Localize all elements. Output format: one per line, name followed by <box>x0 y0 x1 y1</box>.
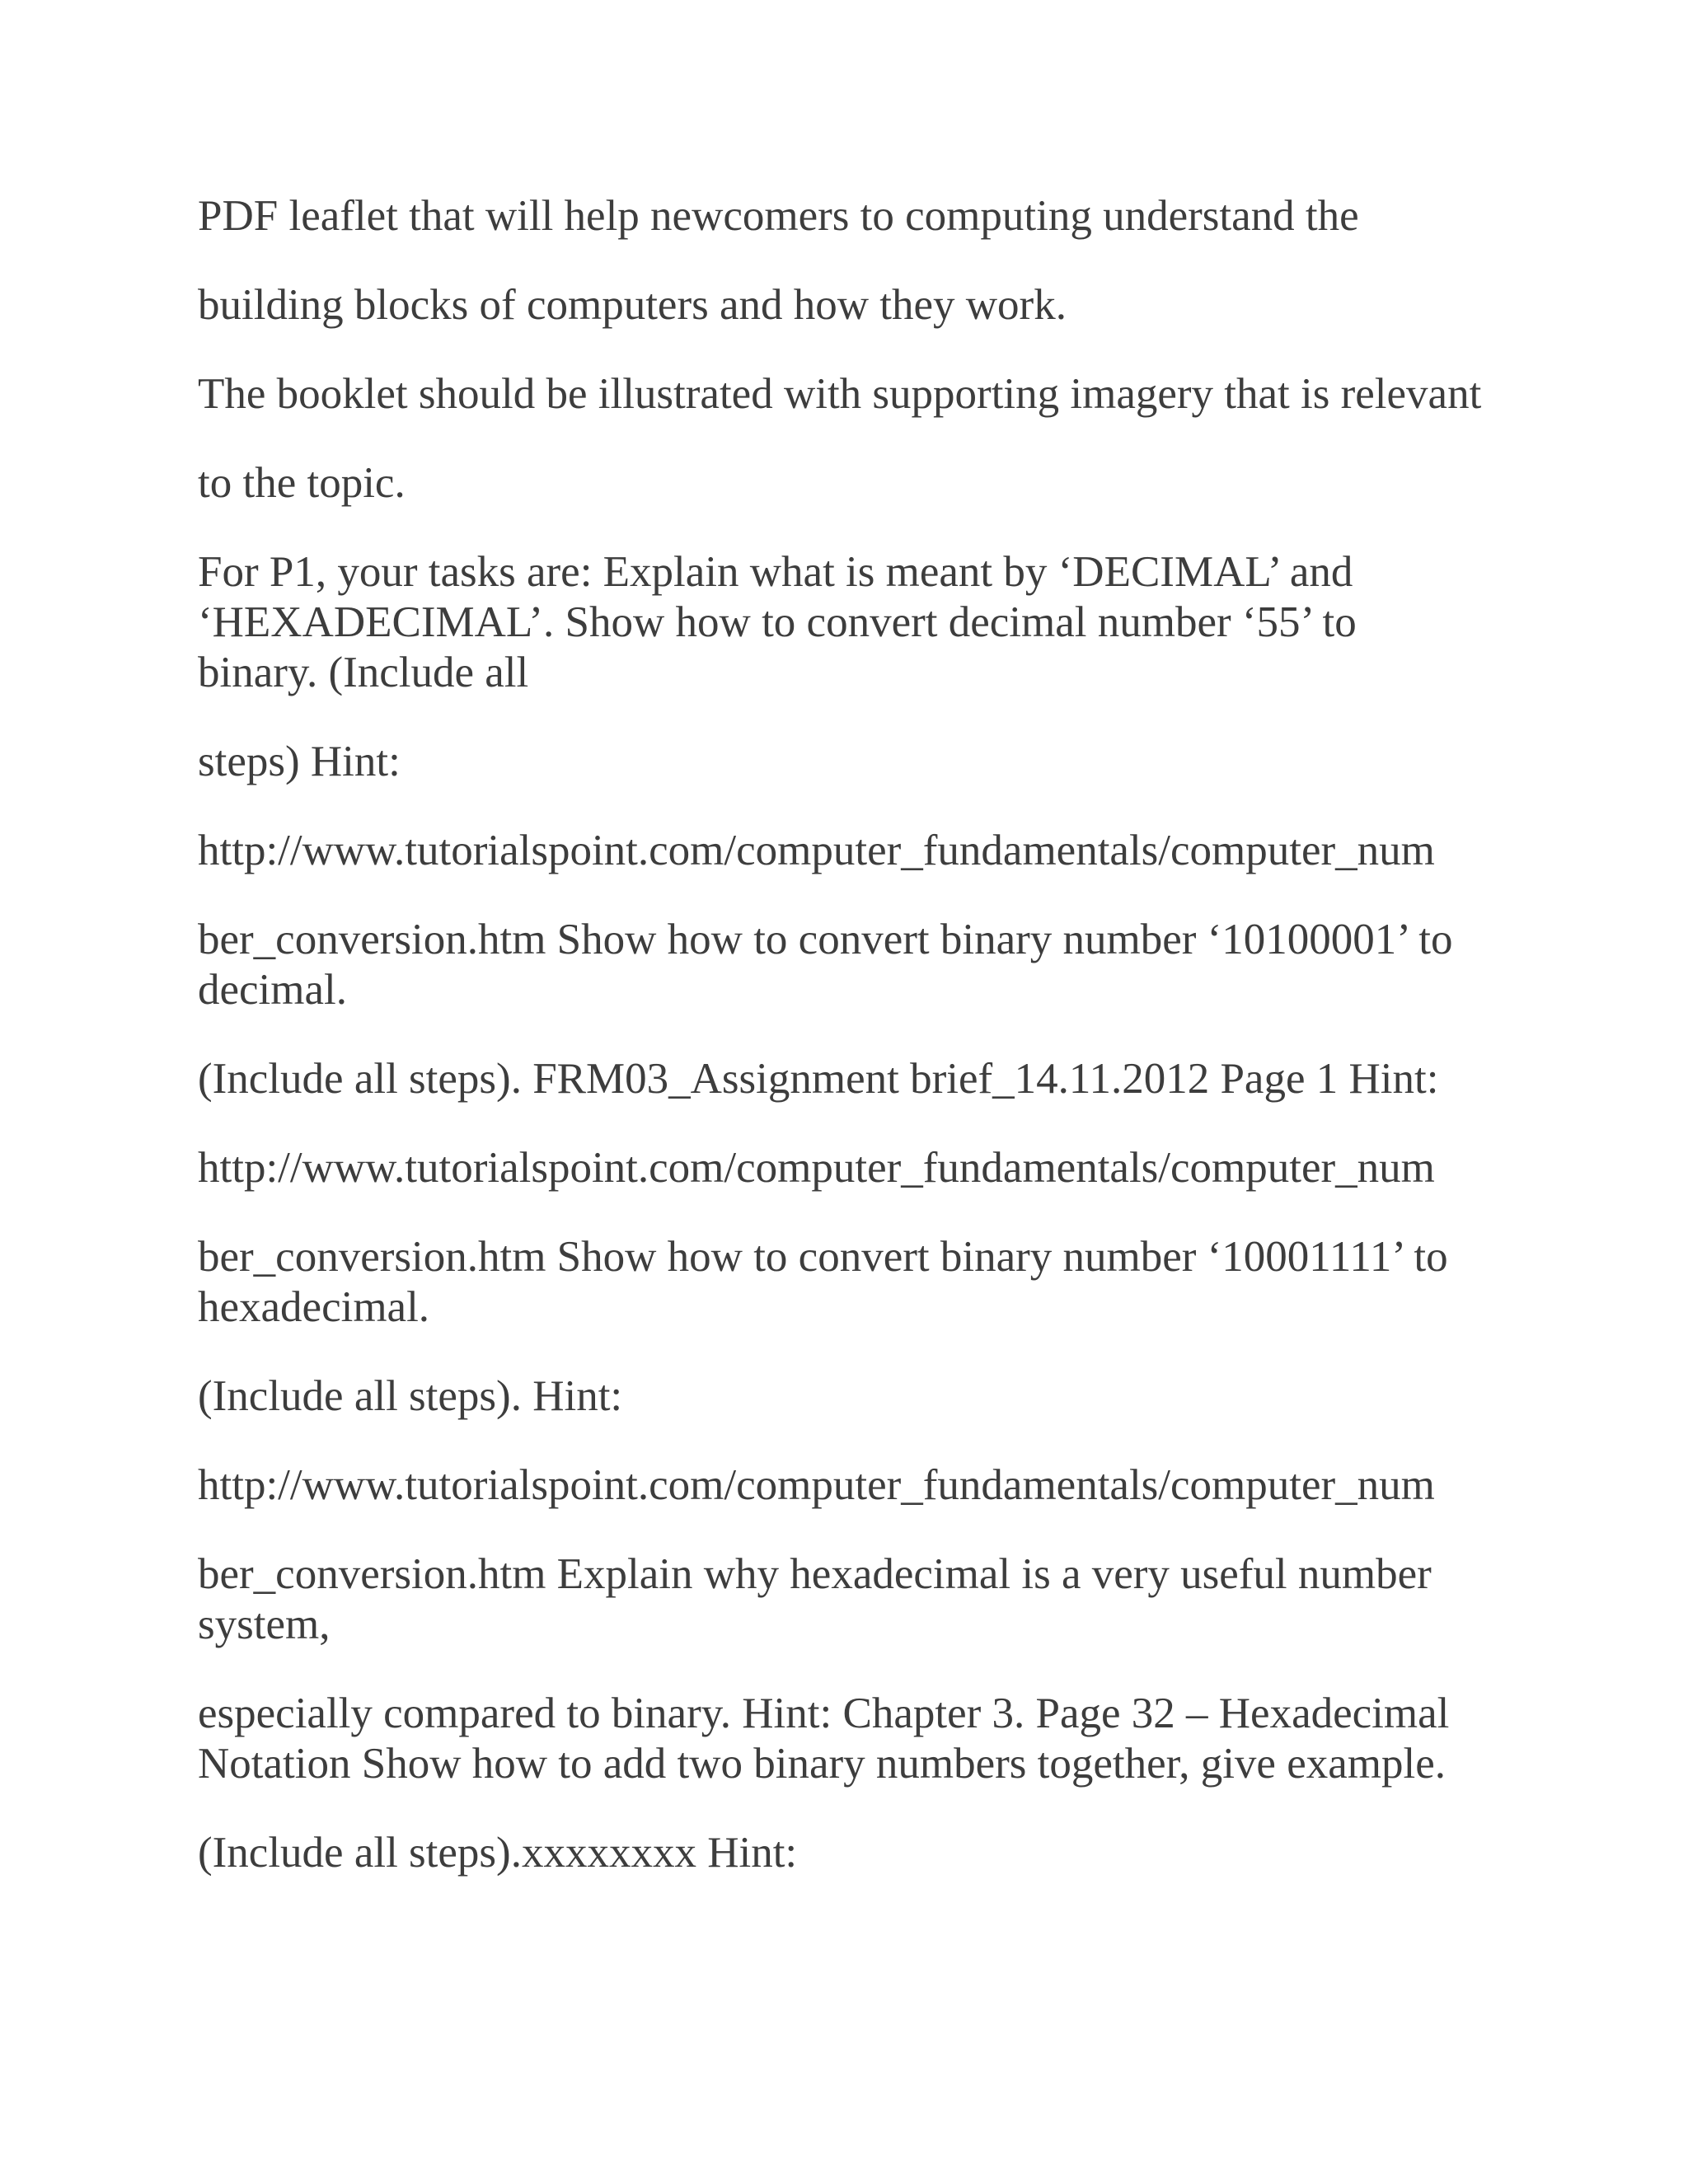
paragraph-2: building blocks of computers and how they work. <box>198 281 1067 329</box>
paragraph-1: PDF leaflet that will help newcomers to computing understand the <box>198 192 1359 240</box>
paragraph-4: to the topic. <box>198 459 406 507</box>
paragraph-14: ber_conversion.htm Explain why hexadecimal is a very useful number system, <box>198 1550 1432 1648</box>
paragraph-8: ber_conversion.htm Show how to convert binary number ‘10100001’ to decimal. <box>198 916 1453 1014</box>
paragraph-9: (Include all steps). FRM03_Assignment brief_14.11.2012 Page 1 Hint: <box>198 1055 1439 1103</box>
paragraph-13: http://www.tutorialspoint.com/computer_fundamentals/computer_num <box>198 1461 1435 1509</box>
paragraph-5: For P1, your tasks are: Explain what is meant by ‘DECIMAL’ and ‘HEXADECIMAL’. Show how to convert decimal number ‘55’ to binary. (Include all <box>198 548 1357 696</box>
paragraph-12: (Include all steps). Hint: <box>198 1372 623 1420</box>
paragraph-3: The booklet should be illustrated with supporting imagery that is relevant <box>198 370 1482 418</box>
paragraph-10: http://www.tutorialspoint.com/computer_fundamentals/computer_num <box>198 1144 1435 1192</box>
paragraph-16: (Include all steps).xxxxxxxx Hint: <box>198 1829 798 1877</box>
paragraph-15: especially compared to binary. Hint: Chapter 3. Page 32 – Hexadecimal Notation Show how to add two binary numbers together, give example. <box>198 1690 1450 1788</box>
paragraph-7: http://www.tutorialspoint.com/computer_fundamentals/computer_num <box>198 827 1435 874</box>
paragraph-11: ber_conversion.htm Show how to convert binary number ‘10001111’ to hexadecimal. <box>198 1233 1448 1331</box>
document-body <box>198 191 1484 1917</box>
paragraph-6: steps) Hint: <box>198 738 401 785</box>
